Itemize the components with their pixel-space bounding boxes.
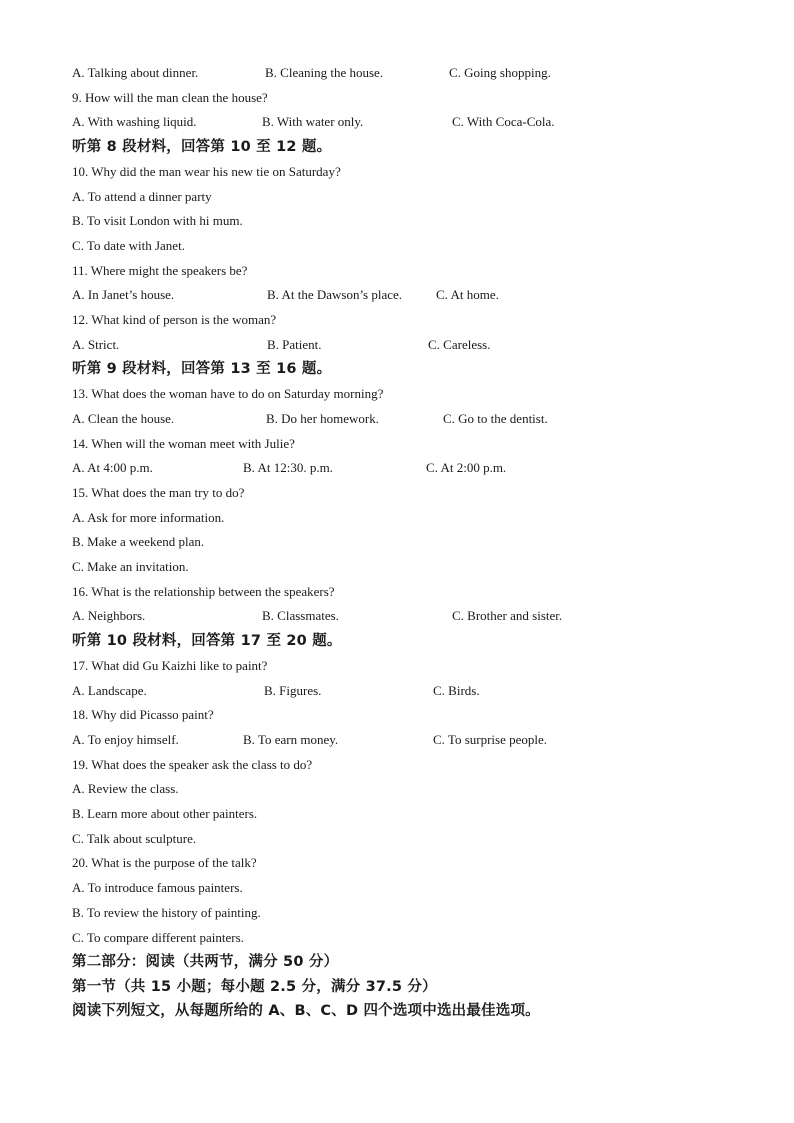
q17-option-b: B. Figures. bbox=[264, 683, 322, 698]
q14-option-a: A. At 4:00 p.m. bbox=[72, 460, 153, 475]
q10-option-b: B. To visit London with hi mum. bbox=[72, 213, 243, 228]
q20-option-b: B. To review the history of painting. bbox=[72, 905, 261, 920]
question-12-stem: 12. What kind of person is the woman? bbox=[72, 312, 277, 327]
reading-instruction: 阅读下列短文，从每题所给的 A、B、C、D 四个选项中选出最佳选项。 bbox=[72, 1003, 540, 1019]
q14-option-b: B. At 12:30. p.m. bbox=[243, 460, 333, 475]
q13-option-a: A. Clean the house. bbox=[72, 411, 175, 426]
question-11-stem: 11. Where might the speakers be? bbox=[72, 263, 248, 278]
part-2-title: 第二部分：阅读（共两节，满分 50 分） bbox=[72, 954, 339, 970]
question-19-stem: 19. What does the speaker ask the class to do? bbox=[72, 757, 313, 772]
section-8-heading: 听第 8 段材料，回答第 10 至 12 题。 bbox=[72, 139, 332, 155]
q15-option-a: A. Ask for more information. bbox=[72, 510, 225, 525]
q15-option-c: C. Make an invitation. bbox=[72, 559, 189, 574]
question-20-stem: 20. What is the purpose of the talk? bbox=[72, 855, 257, 870]
q9-option-a: A. With washing liquid. bbox=[72, 114, 197, 129]
q10-option-a: A. To attend a dinner party bbox=[72, 189, 212, 204]
q18-option-c: C. To surprise people. bbox=[433, 732, 548, 747]
q14-option-c: C. At 2:00 p.m. bbox=[426, 460, 507, 475]
q12-option-c: C. Careless. bbox=[428, 337, 491, 352]
question-13-stem: 13. What does the woman have to do on Saturday morning? bbox=[72, 386, 384, 401]
question-17-stem: 17. What did Gu Kaizhi like to paint? bbox=[72, 658, 268, 673]
q9-option-c: C. With Coca-Cola. bbox=[452, 114, 555, 129]
question-10-stem: 10. Why did the man wear his new tie on Saturday? bbox=[72, 164, 341, 179]
q10-option-c: C. To date with Janet. bbox=[72, 238, 185, 253]
q12-option-a: A. Strict. bbox=[72, 337, 120, 352]
question-14-stem: 14. When will the woman meet with Julie? bbox=[72, 436, 295, 451]
q8-option-b: B. Cleaning the house. bbox=[265, 65, 384, 80]
section-9-heading: 听第 9 段材料，回答第 13 至 16 题。 bbox=[72, 361, 332, 377]
q11-option-c: C. At home. bbox=[436, 287, 499, 302]
q11-option-b: B. At the Dawson’s place. bbox=[267, 287, 403, 302]
question-16-stem: 16. What is the relationship between the speakers? bbox=[72, 584, 335, 599]
q9-option-b: B. With water only. bbox=[262, 114, 364, 129]
q15-option-b: B. Make a weekend plan. bbox=[72, 534, 205, 549]
q18-option-b: B. To earn money. bbox=[243, 732, 339, 747]
q17-option-c: C. Birds. bbox=[433, 683, 480, 698]
q19-option-c: C. Talk about sculpture. bbox=[72, 831, 197, 846]
q18-option-a: A. To enjoy himself. bbox=[72, 732, 179, 747]
q16-option-b: B. Classmates. bbox=[262, 608, 339, 623]
part-2-section-1-heading: 第一节（共 15 小题；每小题 2.5 分，满分 37.5 分） bbox=[72, 979, 437, 995]
q13-option-b: B. Do her homework. bbox=[266, 411, 380, 426]
question-18-stem: 18. Why did Picasso paint? bbox=[72, 707, 214, 722]
question-15-stem: 15. What does the man try to do? bbox=[72, 485, 245, 500]
q11-option-a: A. In Janet’s house. bbox=[72, 287, 175, 302]
q13-option-c: C. Go to the dentist. bbox=[443, 411, 548, 426]
q20-option-a: A. To introduce famous painters. bbox=[72, 880, 243, 895]
q16-option-a: A. Neighbors. bbox=[72, 608, 146, 623]
q12-option-b: B. Patient. bbox=[267, 337, 322, 352]
section-10-heading: 听第 10 段材料，回答第 17 至 20 题。 bbox=[72, 633, 342, 649]
q8-option-a: A. Talking about dinner. bbox=[72, 65, 199, 80]
q19-option-a: A. Review the class. bbox=[72, 781, 179, 796]
question-9-stem: 9. How will the man clean the house? bbox=[72, 90, 268, 105]
q17-option-a: A. Landscape. bbox=[72, 683, 147, 698]
q16-option-c: C. Brother and sister. bbox=[452, 608, 563, 623]
q20-option-c: C. To compare different painters. bbox=[72, 930, 244, 945]
q8-option-c: C. Going shopping. bbox=[449, 65, 551, 80]
q19-option-b: B. Learn more about other painters. bbox=[72, 806, 258, 821]
